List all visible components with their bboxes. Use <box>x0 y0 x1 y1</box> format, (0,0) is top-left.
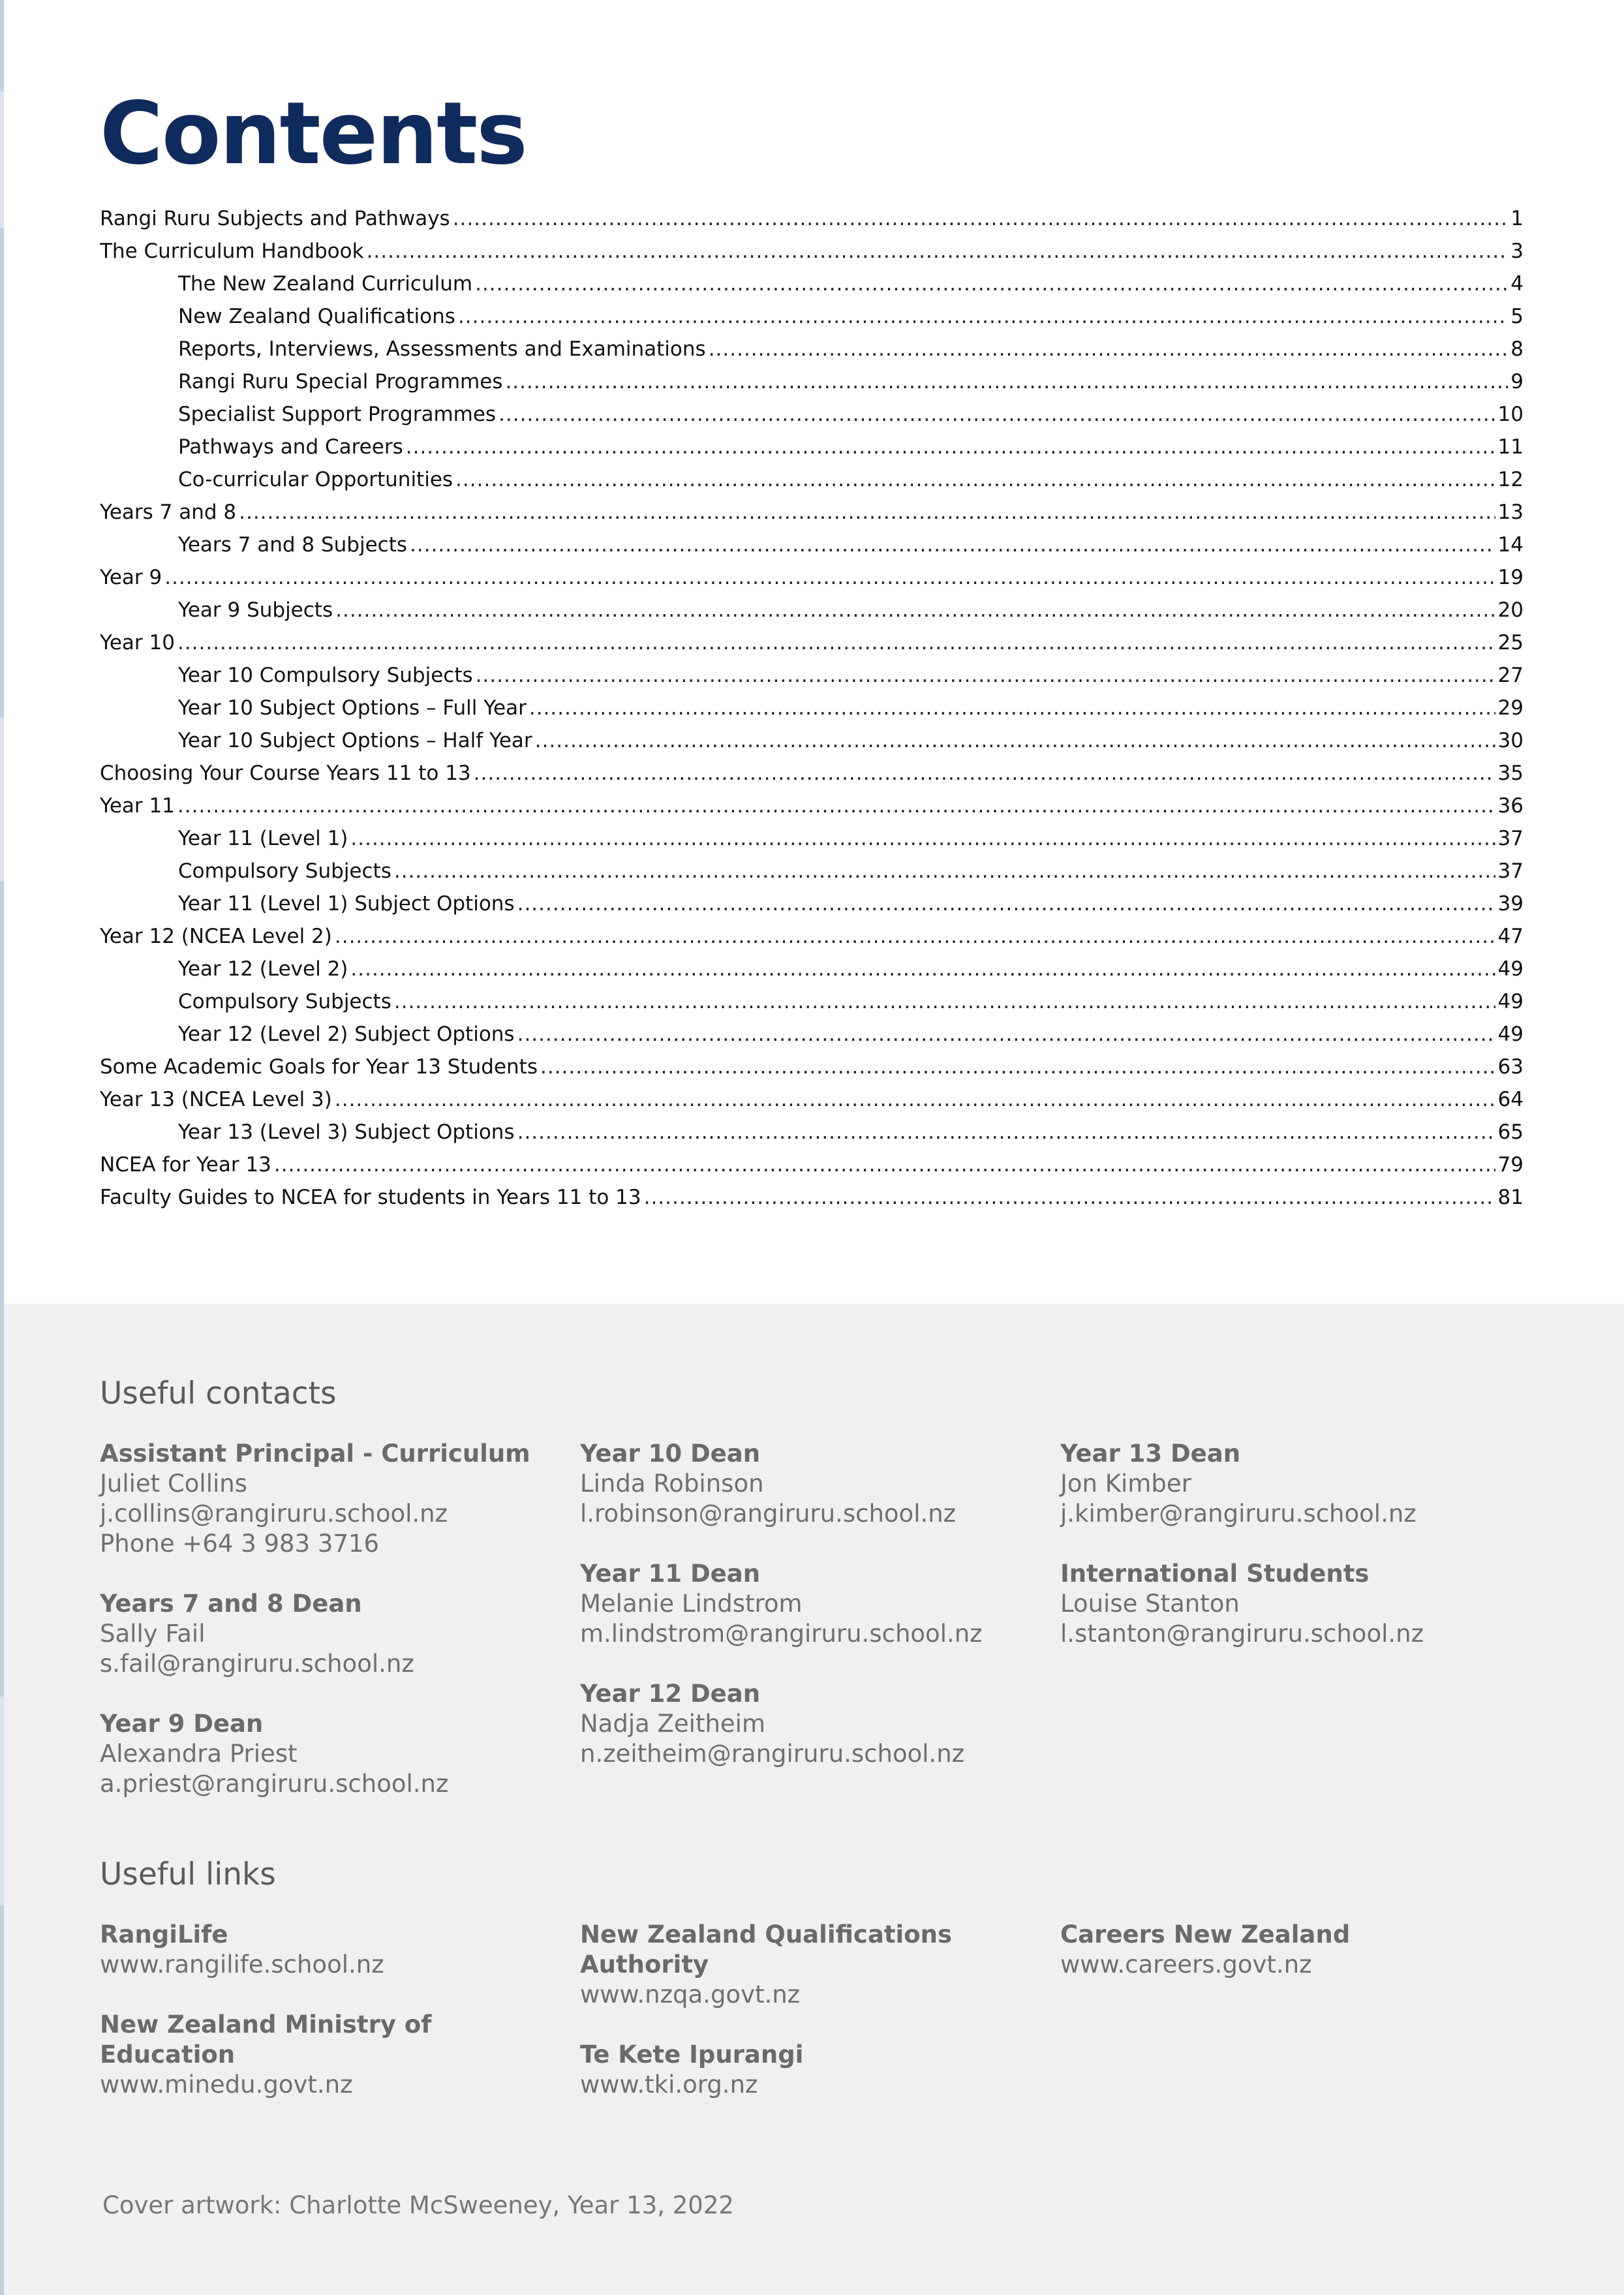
toc-entry-title: Year 10 Compulsory Subjects <box>178 664 473 687</box>
contact-phone: Phone +64 3 983 3716 <box>100 1530 380 1558</box>
toc-page-number: 14 <box>1497 533 1524 557</box>
toc-entry-title: Compulsory Subjects <box>178 859 391 883</box>
toc-entry[interactable] <box>100 985 1524 1018</box>
toc-entry-title: Choosing Your Course Years 11 to 13 <box>100 762 471 785</box>
toc-entry[interactable] <box>100 431 1524 463</box>
toc-dot-leader <box>335 1083 1495 1116</box>
contact-email[interactable]: s.fail@rangiruru.school.nz <box>100 1650 414 1678</box>
toc-entry-title: Specialist Support Programmes <box>178 403 497 426</box>
toc-entry[interactable] <box>100 529 1524 561</box>
contact-role: Year 10 Dean <box>580 1440 761 1468</box>
link-url[interactable]: www.rangilife.school.nz <box>100 1950 384 1979</box>
toc-dot-leader <box>709 333 1509 365</box>
toc-page-number: 29 <box>1497 696 1524 720</box>
toc-page-number: 81 <box>1497 1186 1524 1209</box>
contact-item <box>580 1439 1037 1529</box>
toc-entry[interactable] <box>100 561 1524 594</box>
contact-item <box>100 1589 557 1679</box>
link-item <box>100 2010 557 2100</box>
contact-item <box>580 1679 1037 1769</box>
contact-email[interactable]: l.stanton@rangiruru.school.nz <box>1060 1620 1424 1648</box>
contact-column <box>1060 1439 1517 1679</box>
toc-entry-title: Co-curricular Opportunities <box>178 468 453 491</box>
toc-entry[interactable] <box>100 724 1524 757</box>
contact-name: Jon Kimber <box>1060 1470 1191 1498</box>
contact-email[interactable]: j.collins@rangiruru.school.nz <box>100 1500 448 1528</box>
toc-entry-title: NCEA for Year 13 <box>100 1153 271 1177</box>
link-url[interactable]: www.minedu.govt.nz <box>100 2071 353 2099</box>
toc-entry-title: Pathways and Careers <box>178 435 403 459</box>
toc-entry-title: Year 11 (Level 1) <box>178 827 348 850</box>
toc-dot-leader <box>335 920 1495 953</box>
toc-page-number: 63 <box>1497 1055 1524 1079</box>
toc-entry[interactable] <box>100 920 1524 953</box>
toc-entry-title: Year 12 (Level 2) <box>178 957 348 981</box>
toc-page-number: 27 <box>1497 664 1524 687</box>
toc-entry[interactable] <box>100 333 1524 365</box>
toc-entry[interactable] <box>100 822 1524 855</box>
contact-role: International Students <box>1060 1560 1370 1588</box>
link-item <box>580 2040 1037 2100</box>
toc-dot-leader <box>177 626 1495 659</box>
toc-entry[interactable] <box>100 268 1524 300</box>
contact-role: Year 9 Dean <box>100 1710 264 1738</box>
toc-dot-leader <box>350 953 1495 985</box>
contact-role: Year 12 Dean <box>580 1680 761 1708</box>
toc-entry-title: Year 10 Subject Options – Half Year <box>178 729 532 752</box>
toc-page-number: 49 <box>1497 1023 1524 1046</box>
toc-page-number: 13 <box>1497 501 1524 524</box>
contact-email[interactable]: l.robinson@rangiruru.school.nz <box>580 1500 957 1528</box>
link-url[interactable]: www.careers.govt.nz <box>1060 1950 1312 1979</box>
toc-dot-leader <box>239 496 1495 529</box>
toc-page-number: 3 <box>1510 239 1524 263</box>
contact-column <box>100 1439 557 1829</box>
contact-role: Assistant Principal - Curriculum <box>100 1440 530 1468</box>
link-column <box>580 1920 1037 2130</box>
link-item <box>1060 1920 1517 1980</box>
toc-dot-leader <box>367 235 1509 268</box>
toc-entry[interactable] <box>100 1116 1524 1148</box>
toc-dot-leader <box>505 365 1508 398</box>
toc-entry[interactable] <box>100 365 1524 398</box>
contact-role: Year 13 Dean <box>1060 1440 1241 1468</box>
useful-contacts-heading: Useful contacts <box>100 1376 337 1411</box>
link-title: New Zealand Ministry of Education <box>100 2010 432 2069</box>
toc-dot-leader <box>335 594 1495 626</box>
link-item <box>580 1920 1037 2010</box>
toc-entry[interactable] <box>100 757 1524 790</box>
contact-column <box>580 1439 1037 1799</box>
contact-name: Sally Fail <box>100 1620 206 1648</box>
toc-dot-leader <box>517 887 1495 920</box>
toc-page-number: 5 <box>1510 305 1524 328</box>
toc-dot-leader <box>455 463 1495 496</box>
toc-entry-title: Year 13 (NCEA Level 3) <box>100 1088 332 1111</box>
toc-dot-leader <box>458 300 1508 333</box>
table-of-contents <box>100 202 1524 1214</box>
toc-entry-title: Year 13 (Level 3) Subject Options <box>178 1120 515 1144</box>
toc-dot-leader <box>177 790 1495 822</box>
contact-name: Nadja Zeitheim <box>580 1710 765 1738</box>
contact-item <box>580 1559 1037 1649</box>
toc-entry-title: Year 10 <box>100 631 175 655</box>
useful-links-heading: Useful links <box>100 1856 276 1892</box>
link-title: New Zealand Qualifications Authority <box>580 1920 952 1979</box>
toc-entry-title: Year 10 Subject Options – Full Year <box>178 696 527 720</box>
toc-entry-title: Rangi Ruru Subjects and Pathways <box>100 207 450 230</box>
toc-entry[interactable] <box>100 235 1524 268</box>
contact-name: Louise Stanton <box>1060 1590 1240 1618</box>
toc-page-number: 37 <box>1497 827 1524 850</box>
toc-entry-title: Reports, Interviews, Assessments and Examinations <box>178 337 706 361</box>
toc-entry-title: Year 12 (Level 2) Subject Options <box>178 1023 515 1046</box>
toc-dot-leader <box>274 1148 1495 1181</box>
toc-entry[interactable] <box>100 463 1524 496</box>
toc-dot-leader <box>540 1051 1495 1083</box>
contact-name: Juliet Collins <box>100 1470 247 1498</box>
toc-page-number: 36 <box>1497 794 1524 818</box>
toc-page-number: 12 <box>1497 468 1524 491</box>
toc-entry[interactable] <box>100 692 1524 724</box>
toc-dot-leader <box>517 1018 1495 1051</box>
contact-item <box>100 1439 557 1559</box>
contact-name: Alexandra Priest <box>100 1740 298 1768</box>
contact-item <box>1060 1559 1517 1649</box>
toc-dot-leader <box>476 659 1495 692</box>
link-column <box>1060 1920 1517 2010</box>
toc-page-number: 30 <box>1497 729 1524 752</box>
toc-page-number: 4 <box>1510 272 1524 296</box>
toc-dot-leader <box>410 529 1495 561</box>
toc-entry-title: Compulsory Subjects <box>178 990 391 1013</box>
toc-entry[interactable] <box>100 855 1524 887</box>
toc-entry-title: New Zealand Qualifications <box>178 305 455 328</box>
toc-entry-title: Faculty Guides to NCEA for students in Years 11 to 13 <box>100 1186 641 1209</box>
link-title: RangiLife <box>100 1920 228 1948</box>
toc-entry[interactable] <box>100 1148 1524 1181</box>
toc-dot-leader <box>474 757 1495 790</box>
contact-name: Linda Robinson <box>580 1470 764 1498</box>
toc-entry[interactable] <box>100 953 1524 985</box>
toc-entry-title: Year 12 (NCEA Level 2) <box>100 925 332 948</box>
toc-dot-leader <box>498 398 1495 431</box>
toc-page-number: 65 <box>1497 1120 1524 1144</box>
toc-page-number: 25 <box>1497 631 1524 655</box>
toc-page-number: 47 <box>1497 925 1524 948</box>
toc-entry[interactable] <box>100 659 1524 692</box>
toc-dot-leader <box>453 202 1509 235</box>
toc-entry-title: Years 7 and 8 <box>100 501 237 524</box>
toc-entry-title: Year 11 <box>100 794 175 818</box>
contact-email[interactable]: j.kimber@rangiruru.school.nz <box>1060 1500 1417 1528</box>
cover-artwork-credit: Cover artwork: Charlotte McSweeney, Year 13, 2022 <box>102 2191 734 2219</box>
link-title: Te Kete Ipurangi <box>580 2041 804 2069</box>
contact-item <box>1060 1439 1517 1529</box>
toc-entry[interactable] <box>100 887 1524 920</box>
toc-page-number: 79 <box>1497 1153 1524 1177</box>
toc-dot-leader <box>350 822 1495 855</box>
toc-entry[interactable] <box>100 594 1524 626</box>
contact-role: Years 7 and 8 Dean <box>100 1590 362 1618</box>
toc-entry[interactable] <box>100 626 1524 659</box>
contact-email[interactable]: a.priest@rangiruru.school.nz <box>100 1770 449 1798</box>
toc-page-number: 49 <box>1497 990 1524 1013</box>
toc-dot-leader <box>517 1116 1495 1148</box>
toc-dot-leader <box>406 431 1495 463</box>
toc-entry[interactable] <box>100 496 1524 529</box>
toc-page-number: 9 <box>1510 370 1524 393</box>
toc-page-number: 10 <box>1497 403 1524 426</box>
toc-entry[interactable] <box>100 790 1524 822</box>
toc-dot-leader <box>529 692 1495 724</box>
toc-entry-title: Some Academic Goals for Year 13 Students <box>100 1055 538 1079</box>
toc-page-number: 8 <box>1510 337 1524 361</box>
toc-entry-title: Years 7 and 8 Subjects <box>178 533 408 557</box>
toc-dot-leader <box>164 561 1495 594</box>
toc-entry[interactable] <box>100 1181 1524 1214</box>
toc-page-number: 35 <box>1497 762 1524 785</box>
toc-entry[interactable] <box>100 1083 1524 1116</box>
toc-entry[interactable] <box>100 1051 1524 1083</box>
toc-entry-title: Rangi Ruru Special Programmes <box>178 370 503 393</box>
toc-dot-leader <box>535 724 1495 757</box>
toc-entry-title: Year 9 <box>100 566 162 589</box>
toc-dot-leader <box>644 1181 1495 1214</box>
toc-page-number: 37 <box>1497 859 1524 883</box>
toc-entry[interactable] <box>100 300 1524 333</box>
page-title: Contents <box>100 84 527 184</box>
toc-page-number: 19 <box>1497 566 1524 589</box>
link-column <box>100 1920 557 2130</box>
toc-page-number: 11 <box>1497 435 1524 459</box>
contact-email[interactable]: m.lindstrom@rangiruru.school.nz <box>580 1620 983 1648</box>
link-item <box>100 1920 557 1980</box>
contact-item <box>100 1709 557 1799</box>
toc-page-number: 20 <box>1497 598 1524 622</box>
contact-name: Melanie Lindstrom <box>580 1590 803 1618</box>
toc-page-number: 1 <box>1510 207 1524 230</box>
toc-entry[interactable] <box>100 1018 1524 1051</box>
toc-entry-title: The Curriculum Handbook <box>100 239 364 263</box>
toc-page-number: 39 <box>1497 892 1524 916</box>
contents-section <box>100 85 1524 1214</box>
toc-entry-title: The New Zealand Curriculum <box>178 272 473 296</box>
toc-entry-title: Year 11 (Level 1) Subject Options <box>178 892 515 916</box>
link-title: Careers New Zealand <box>1060 1920 1351 1948</box>
toc-page-number: 64 <box>1497 1088 1524 1111</box>
link-url[interactable]: www.nzqa.govt.nz <box>580 1980 801 2009</box>
contact-email[interactable]: n.zeitheim@rangiruru.school.nz <box>580 1740 965 1768</box>
toc-page-number: 49 <box>1497 957 1524 981</box>
toc-dot-leader <box>475 268 1508 300</box>
link-url[interactable]: www.tki.org.nz <box>580 2071 758 2099</box>
toc-dot-leader <box>394 855 1495 887</box>
toc-dot-leader <box>394 985 1495 1018</box>
toc-entry[interactable] <box>100 202 1524 235</box>
contact-role: Year 11 Dean <box>580 1560 761 1588</box>
toc-entry-title: Year 9 Subjects <box>178 598 333 622</box>
toc-entry[interactable] <box>100 398 1524 431</box>
